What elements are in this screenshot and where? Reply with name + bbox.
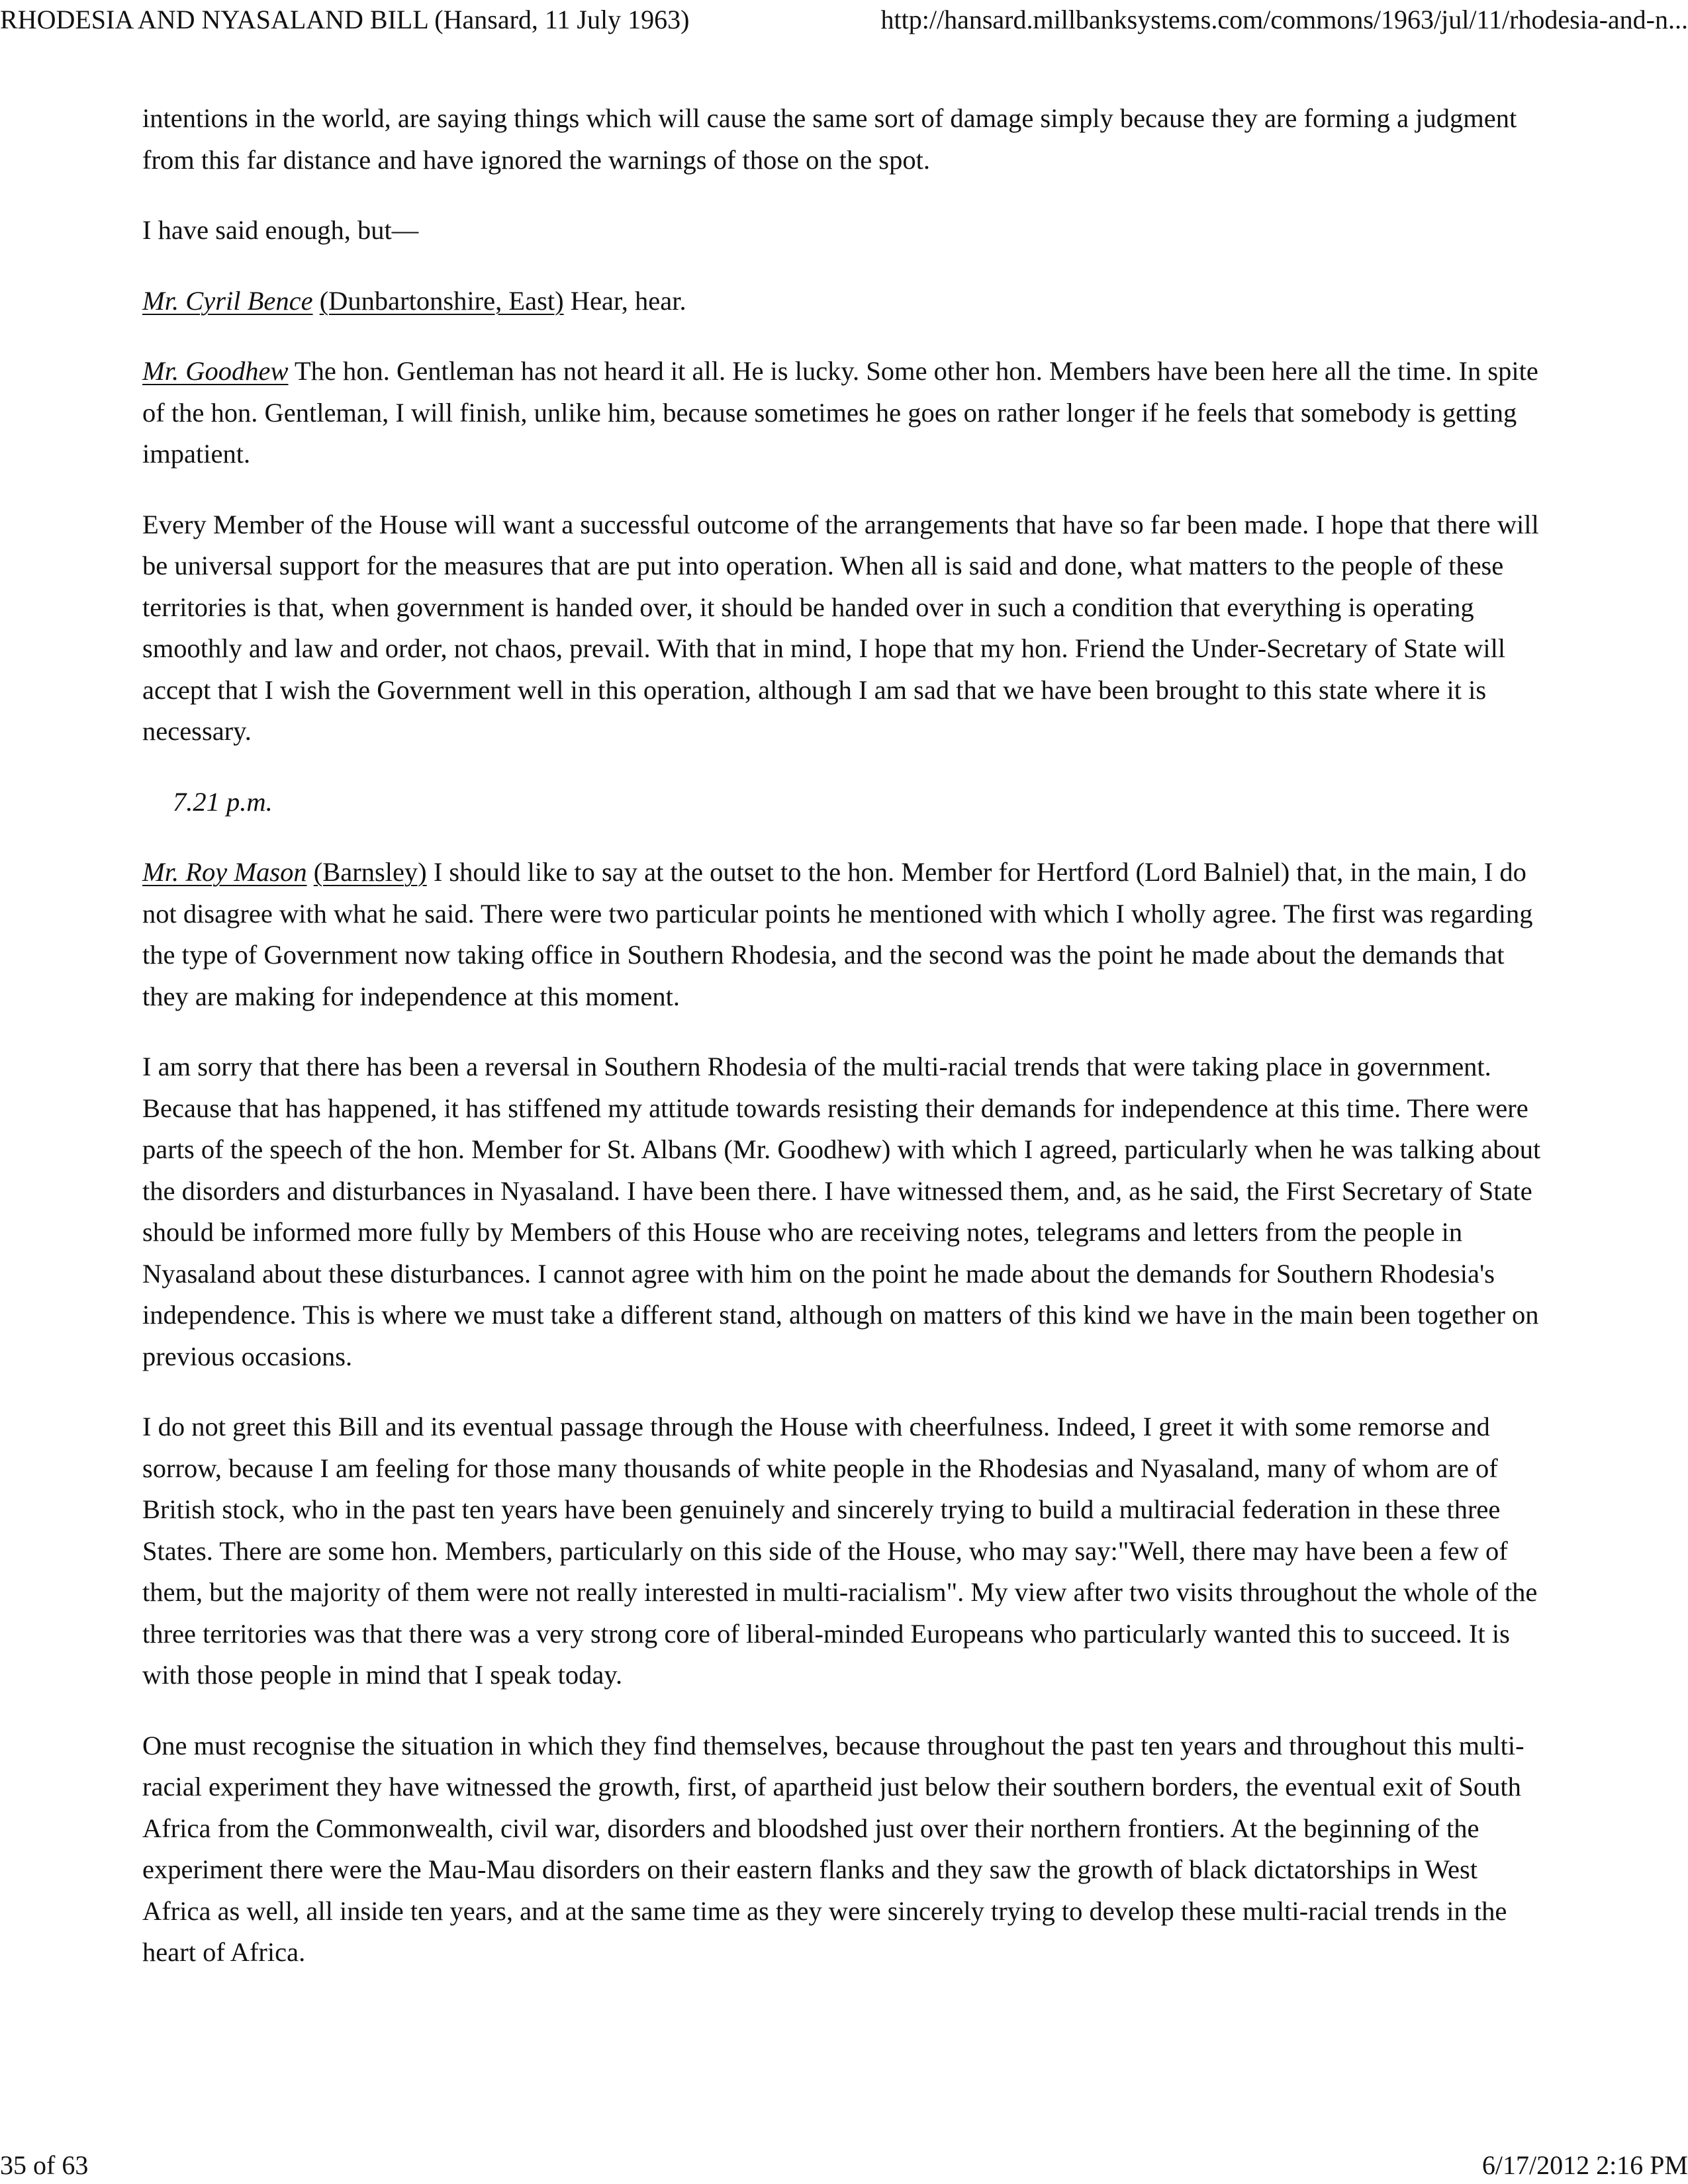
document-title: RHODESIA AND NYASALAND BILL (Hansard, 11 July 1963) [0,5,690,34]
paragraph-goodhew-conclusion: Every Member of the House will want a successful outcome of the arrangements that have so far been made. I hope that there will be universal support for the measures that are put into operation. When all is said and done, what matters to the people of these territories is that, when government is handed over, it should be handed over in such a condition that everything is operating smoothly and law and order, not chaos, prevail. With that in mind, I hope that my hon. Friend the Under-Secretary of State will accept that I wish the Government well in this operation, although I am sad that we have been brought to this state where it is necessary. [142,509,1539,746]
paragraph-mason-2: I am sorry that there has been a reversal in Southern Rhodesia of the multi-racial trends that were taking place in government. Because that has happened, it has stiffened my attitude towards resisting their demands for independence at this time. There were parts of the speech of the hon. Member for St. Albans (Mr. Goodhew) with which I agreed, particularly when he was talking about the disorders and disturbances in Nyasaland. I have been there. I have witnessed them, and, as he said, the First Secretary of State should be informed more fully by Members of this House who are receiving notes, telegrams and letters from the people in Nyasaland about these disturbances. I cannot agree with him on the point he made about the demands for Southern Rhodesia's independence. This is where we must take a different stand, although on matters of this kind we have in the main been together on previous occasions. [142,1052,1541,1371]
constituency-link-barnsley[interactable]: (Barnsley) [313,857,427,887]
timestamp: 7.21 p.m. [173,786,273,817]
contribution-text: Hear, hear. [563,285,686,316]
constituency-link-dunbartonshire[interactable]: (Dunbartonshire, East) [319,285,564,316]
paragraph-closing: I have said enough, but— [142,215,419,245]
print-footer [0,2150,1688,2181]
contribution-goodhew [142,351,1546,475]
contribution-mason [142,852,1546,1017]
print-datetime: 6/17/2012 2:16 PM [1481,2150,1688,2180]
speaker-link-goodhew[interactable]: Mr. Goodhew [142,356,289,386]
paragraph-mason-3: I do not greet this Bill and its eventual passage through the House with cheerfulness. Indeed, I greet it with some remorse and sorrow, because I am feeling for those many thousands of white people in the Rhodesias and Nyasaland, many of whom are of British stock, who in the past ten years have been genuinely and sincerely trying to build a multiracial federation in these three States. There are some hon. Members, particularly on this side of the House, who may say:"Well, there may have been a few of them, but the majority of them were not really interested in multi-racialism". My view after two visits throughout the whole of the three territories was that there was a very strong core of liberal-minded Europeans who particularly wanted this to succeed. It is with those people in mind that I speak today. [142,1412,1538,1690]
contribution-text: I should like to say at the outset to the hon. Member for Hertford (Lord Balniel) that, in the main, I do not disagree with what he said. There were two particular points he mentioned with which I wholly agree. The first was regarding the type of Government now taking office in Southern Rhodesia, and the second was the point he made about the demands that they are making for independence at this moment. [142,857,1533,1011]
print-header [0,4,1688,36]
page-number: 35 of 63 [0,2150,89,2180]
debate-content [142,98,1546,2003]
paragraph-continuation: intentions in the world, are saying things which will cause the same sort of damage simply because they are forming a judgment from this far distance and have ignored the warnings of those on the spot. [142,103,1517,175]
paragraph-mason-4: One must recognise the situation in which they find themselves, because throughout the past ten years and throughout this multi-racial experiment they have witnessed the growth, first, of apartheid just below their southern borders, the eventual exit of South Africa from the Commonwealth, civil war, disorders and bloodshed just over their northern frontiers. At the beginning of the experiment there were the Mau-Mau disorders on their eastern flanks and they saw the growth of black dictatorships in West Africa as well, all inside ten years, and at the same time as they were sincerely trying to develop these multi-racial trends in the heart of Africa. [142,1730,1524,1967]
speaker-link-bence[interactable]: Mr. Cyril Bence [142,285,313,316]
page-url: http://hansard.millbanksystems.com/commons/1963/jul/11/rhodesia-and-n... [880,5,1688,34]
contribution-bence [142,281,1546,322]
speaker-link-mason[interactable]: Mr. Roy Mason [142,857,307,887]
contribution-text: The hon. Gentleman has not heard it all. He is lucky. Some other hon. Members have been here all the time. In spite of the hon. Gentleman, I will finish, unlike him, because sometimes he goes on rather longer if he feels that somebody is getting impatient. [142,356,1538,469]
